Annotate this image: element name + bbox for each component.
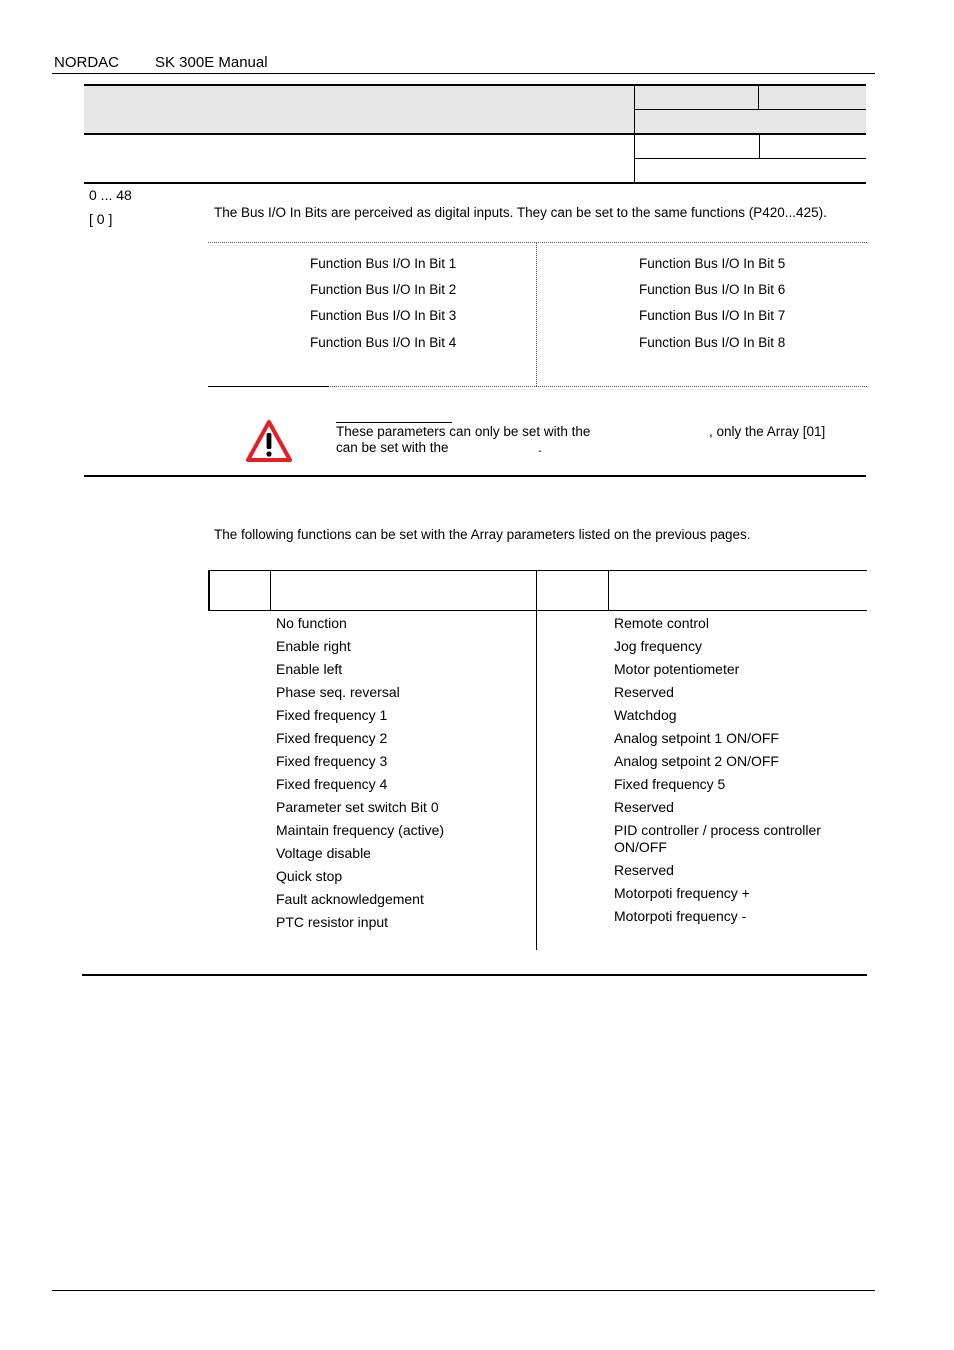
- function-item: Fixed frequency 3: [276, 753, 388, 769]
- param-header-top-rule: [84, 84, 866, 86]
- bit-function-4: Function Bus I/O In Bit 4: [310, 335, 457, 350]
- warning-heading-underline: [336, 422, 452, 423]
- bit-function-8: Function Bus I/O In Bit 8: [639, 335, 786, 350]
- param-range: 0 ... 48: [89, 187, 132, 203]
- function-item: Maintain frequency (active): [276, 822, 445, 838]
- function-item: Parameter set switch Bit 0: [276, 799, 439, 815]
- function-item: No function: [276, 615, 347, 631]
- param-header-bottom-rule: [84, 182, 866, 184]
- function-item: Fixed frequency 2: [276, 730, 388, 746]
- function-item: PID controller / process controller: [614, 822, 821, 838]
- functions-table-col-divider-3: [608, 570, 609, 610]
- footer-rule: [52, 1290, 875, 1291]
- param-header-cell-rule-1: [634, 109, 866, 110]
- function-item: Watchdog: [614, 707, 677, 723]
- warning-triangle-icon: [245, 419, 293, 463]
- bit-function-2: Function Bus I/O In Bit 2: [310, 282, 457, 297]
- param-header-cell-divider-1: [758, 85, 759, 109]
- header-rule: [52, 73, 875, 74]
- function-item: Fixed frequency 1: [276, 707, 388, 723]
- functions-table-header-rule: [208, 610, 867, 611]
- param-default: [ 0 ]: [89, 211, 113, 227]
- functions-table-left-border: [208, 570, 210, 610]
- function-item: PTC resistor input: [276, 914, 389, 930]
- function-item: Enable right: [276, 638, 351, 654]
- functions-section-end-rule: [82, 974, 867, 976]
- function-item: Reserved: [614, 862, 674, 878]
- bit-function-7: Function Bus I/O In Bit 7: [639, 308, 786, 323]
- function-item: Analog setpoint 2 ON/OFF: [614, 753, 779, 769]
- functions-intro: The following functions can be set with the Array parameters listed on the previous pages.: [214, 527, 751, 542]
- function-item: Quick stop: [276, 868, 343, 884]
- function-item: Voltage disable: [276, 845, 371, 861]
- param-header-divider: [634, 85, 635, 183]
- function-item: Motor potentiometer: [614, 661, 740, 677]
- function-item: Reserved: [614, 799, 674, 815]
- function-item: Fixed frequency 5: [614, 776, 726, 792]
- param-description: The Bus I/O In Bits are perceived as digital inputs. They can be set to the same functions (P420...425).: [214, 205, 827, 220]
- bit-function-6: Function Bus I/O In Bit 6: [639, 282, 786, 297]
- function-item: Phase seq. reversal: [276, 684, 400, 700]
- bits-table-top-rule: [208, 242, 867, 243]
- function-item: Remote control: [614, 615, 709, 631]
- bit-function-5: Function Bus I/O In Bit 5: [639, 256, 786, 271]
- bit-function-3: Function Bus I/O In Bit 3: [310, 308, 457, 323]
- bits-table-divider: [536, 243, 537, 386]
- warning-text-1a: These parameters can only be set with the: [336, 424, 591, 439]
- function-item: Motorpoti frequency +: [614, 885, 750, 901]
- bits-table-bottom-accent: [208, 386, 329, 387]
- section-end-rule: [84, 475, 866, 477]
- function-item: Fixed frequency 4: [276, 776, 388, 792]
- bit-function-1: Function Bus I/O In Bit 1: [310, 256, 457, 271]
- functions-table-col-divider-2: [536, 570, 537, 950]
- header-manual-title: SK 300E Manual: [155, 54, 268, 71]
- param-header-cell-divider-2: [759, 134, 760, 158]
- header-brand: NORDAC: [54, 54, 120, 71]
- warning-text-1b: , only the Array [01]: [709, 424, 826, 439]
- function-item: Motorpoti frequency -: [614, 908, 747, 924]
- param-header-mid-rule: [84, 133, 866, 135]
- warning-text-2a: can be set with the: [336, 440, 449, 455]
- function-item: Enable left: [276, 661, 343, 677]
- function-item: Analog setpoint 1 ON/OFF: [614, 730, 779, 746]
- function-item: Jog frequency: [614, 638, 702, 654]
- function-item-wrap: ON/OFF: [614, 839, 667, 855]
- functions-table-col-divider-1: [270, 570, 271, 610]
- functions-table-top-rule: [208, 570, 867, 571]
- warning-text-2b: .: [538, 440, 542, 455]
- function-item: Fault acknowledgement: [276, 891, 424, 907]
- param-header-cell-rule-2: [634, 158, 866, 159]
- function-item: Reserved: [614, 684, 674, 700]
